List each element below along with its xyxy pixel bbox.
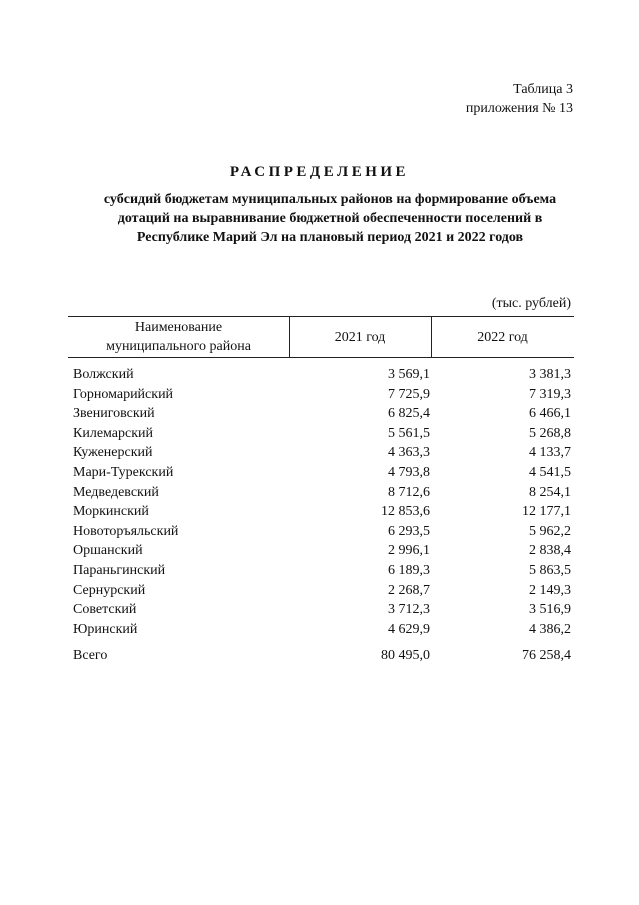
- value-2021: 6 189,3: [388, 562, 430, 578]
- district-name: Горномарийский: [73, 386, 174, 402]
- district-name: Параньгинский: [73, 562, 166, 578]
- value-2021: 2 996,1: [388, 543, 430, 559]
- table-row: [0, 563, 639, 583]
- column-header-2021: 2021 год: [334, 330, 386, 345]
- table-reference: [466, 80, 573, 118]
- column-header-name-line2: муниципального района: [106, 339, 251, 354]
- district-name: Юринский: [73, 621, 138, 637]
- document-subtitle: [90, 190, 570, 247]
- table-row: [0, 406, 639, 426]
- value-2022: 5 962,2: [529, 523, 571, 539]
- district-name: Моркинский: [73, 504, 149, 520]
- value-2021: 7 725,9: [388, 386, 430, 402]
- table-row: [0, 622, 639, 642]
- subtitle-line3: Республике Марий Эл на плановый период 2021 и 2022 годов: [136, 230, 524, 245]
- table-row: [0, 543, 639, 563]
- district-name: Килемарский: [73, 425, 154, 441]
- value-2022: 4 386,2: [529, 621, 571, 637]
- district-name: Куженерский: [73, 445, 153, 461]
- table-row: [0, 524, 639, 544]
- column-header-name: [68, 318, 289, 356]
- value-2021: 6 825,4: [388, 406, 430, 422]
- district-name: Новоторъяльский: [73, 523, 179, 539]
- table-row: [0, 445, 639, 465]
- value-2021: 8 712,6: [388, 484, 430, 500]
- value-2022: 3 381,3: [529, 367, 571, 382]
- value-2021: 4 629,9: [388, 621, 430, 637]
- table-ref-line1: Таблица 3: [513, 82, 573, 97]
- district-name: Советский: [73, 602, 137, 618]
- value-2022: 4 541,5: [529, 464, 571, 480]
- value-2022: 5 863,5: [529, 562, 571, 578]
- value-2022: 4 133,7: [529, 445, 571, 461]
- value-2022: 2 149,3: [529, 582, 571, 598]
- table-row: [0, 602, 639, 622]
- table-ref-line2: приложения № 13: [465, 101, 573, 116]
- subtitle-line1: субсидий бюджетам муниципальных районов на формирование объема: [103, 192, 557, 207]
- column-header-2022: 2022 год: [477, 330, 528, 345]
- subtitle-line2: дотаций на выравнивание бюджетной обеспеченности поселений в: [117, 211, 543, 226]
- value-2021: 3 569,1: [388, 367, 430, 382]
- district-name: Медведевский: [73, 484, 159, 500]
- total-2022: 76 258,4: [522, 648, 571, 663]
- table-row: [0, 465, 639, 485]
- table-row: [0, 504, 639, 524]
- value-2022: 8 254,1: [529, 484, 571, 500]
- value-2021: 12 853,6: [381, 504, 430, 520]
- table-row: [0, 485, 639, 505]
- table-row: [0, 583, 639, 603]
- value-2022: 3 516,9: [529, 602, 571, 618]
- value-2021: 5 561,5: [388, 425, 430, 441]
- district-name: Волжский: [73, 367, 134, 382]
- table-top-border: [68, 316, 574, 317]
- units-label: (тыс. рублей): [491, 296, 571, 311]
- table-body: [0, 367, 639, 641]
- table-row: [0, 426, 639, 446]
- column-header-name-line1: Наименование: [134, 320, 223, 335]
- district-name: Мари-Турекский: [73, 464, 174, 480]
- table-header-bottom-border: [68, 357, 574, 358]
- value-2022: 2 838,4: [529, 543, 571, 559]
- value-2021: 4 793,8: [388, 464, 430, 480]
- district-name: Оршанский: [73, 543, 143, 559]
- value-2022: 7 319,3: [529, 386, 571, 402]
- table-total-row: [0, 648, 639, 668]
- total-label: Всего: [73, 648, 108, 663]
- total-2021: 80 495,0: [381, 648, 430, 663]
- district-name: Звениговский: [73, 406, 155, 422]
- value-2022: 6 466,1: [529, 406, 571, 422]
- district-name: Сернурский: [73, 582, 146, 598]
- table-row: [0, 387, 639, 407]
- document-title: РАСПРЕДЕЛЕНИЕ: [229, 164, 410, 180]
- table-row: [0, 367, 639, 387]
- value-2022: 12 177,1: [522, 504, 571, 520]
- value-2022: 5 268,8: [529, 425, 571, 441]
- value-2021: 3 712,3: [388, 602, 430, 618]
- value-2021: 4 363,3: [388, 445, 430, 461]
- value-2021: 6 293,5: [388, 523, 430, 539]
- value-2021: 2 268,7: [388, 582, 430, 598]
